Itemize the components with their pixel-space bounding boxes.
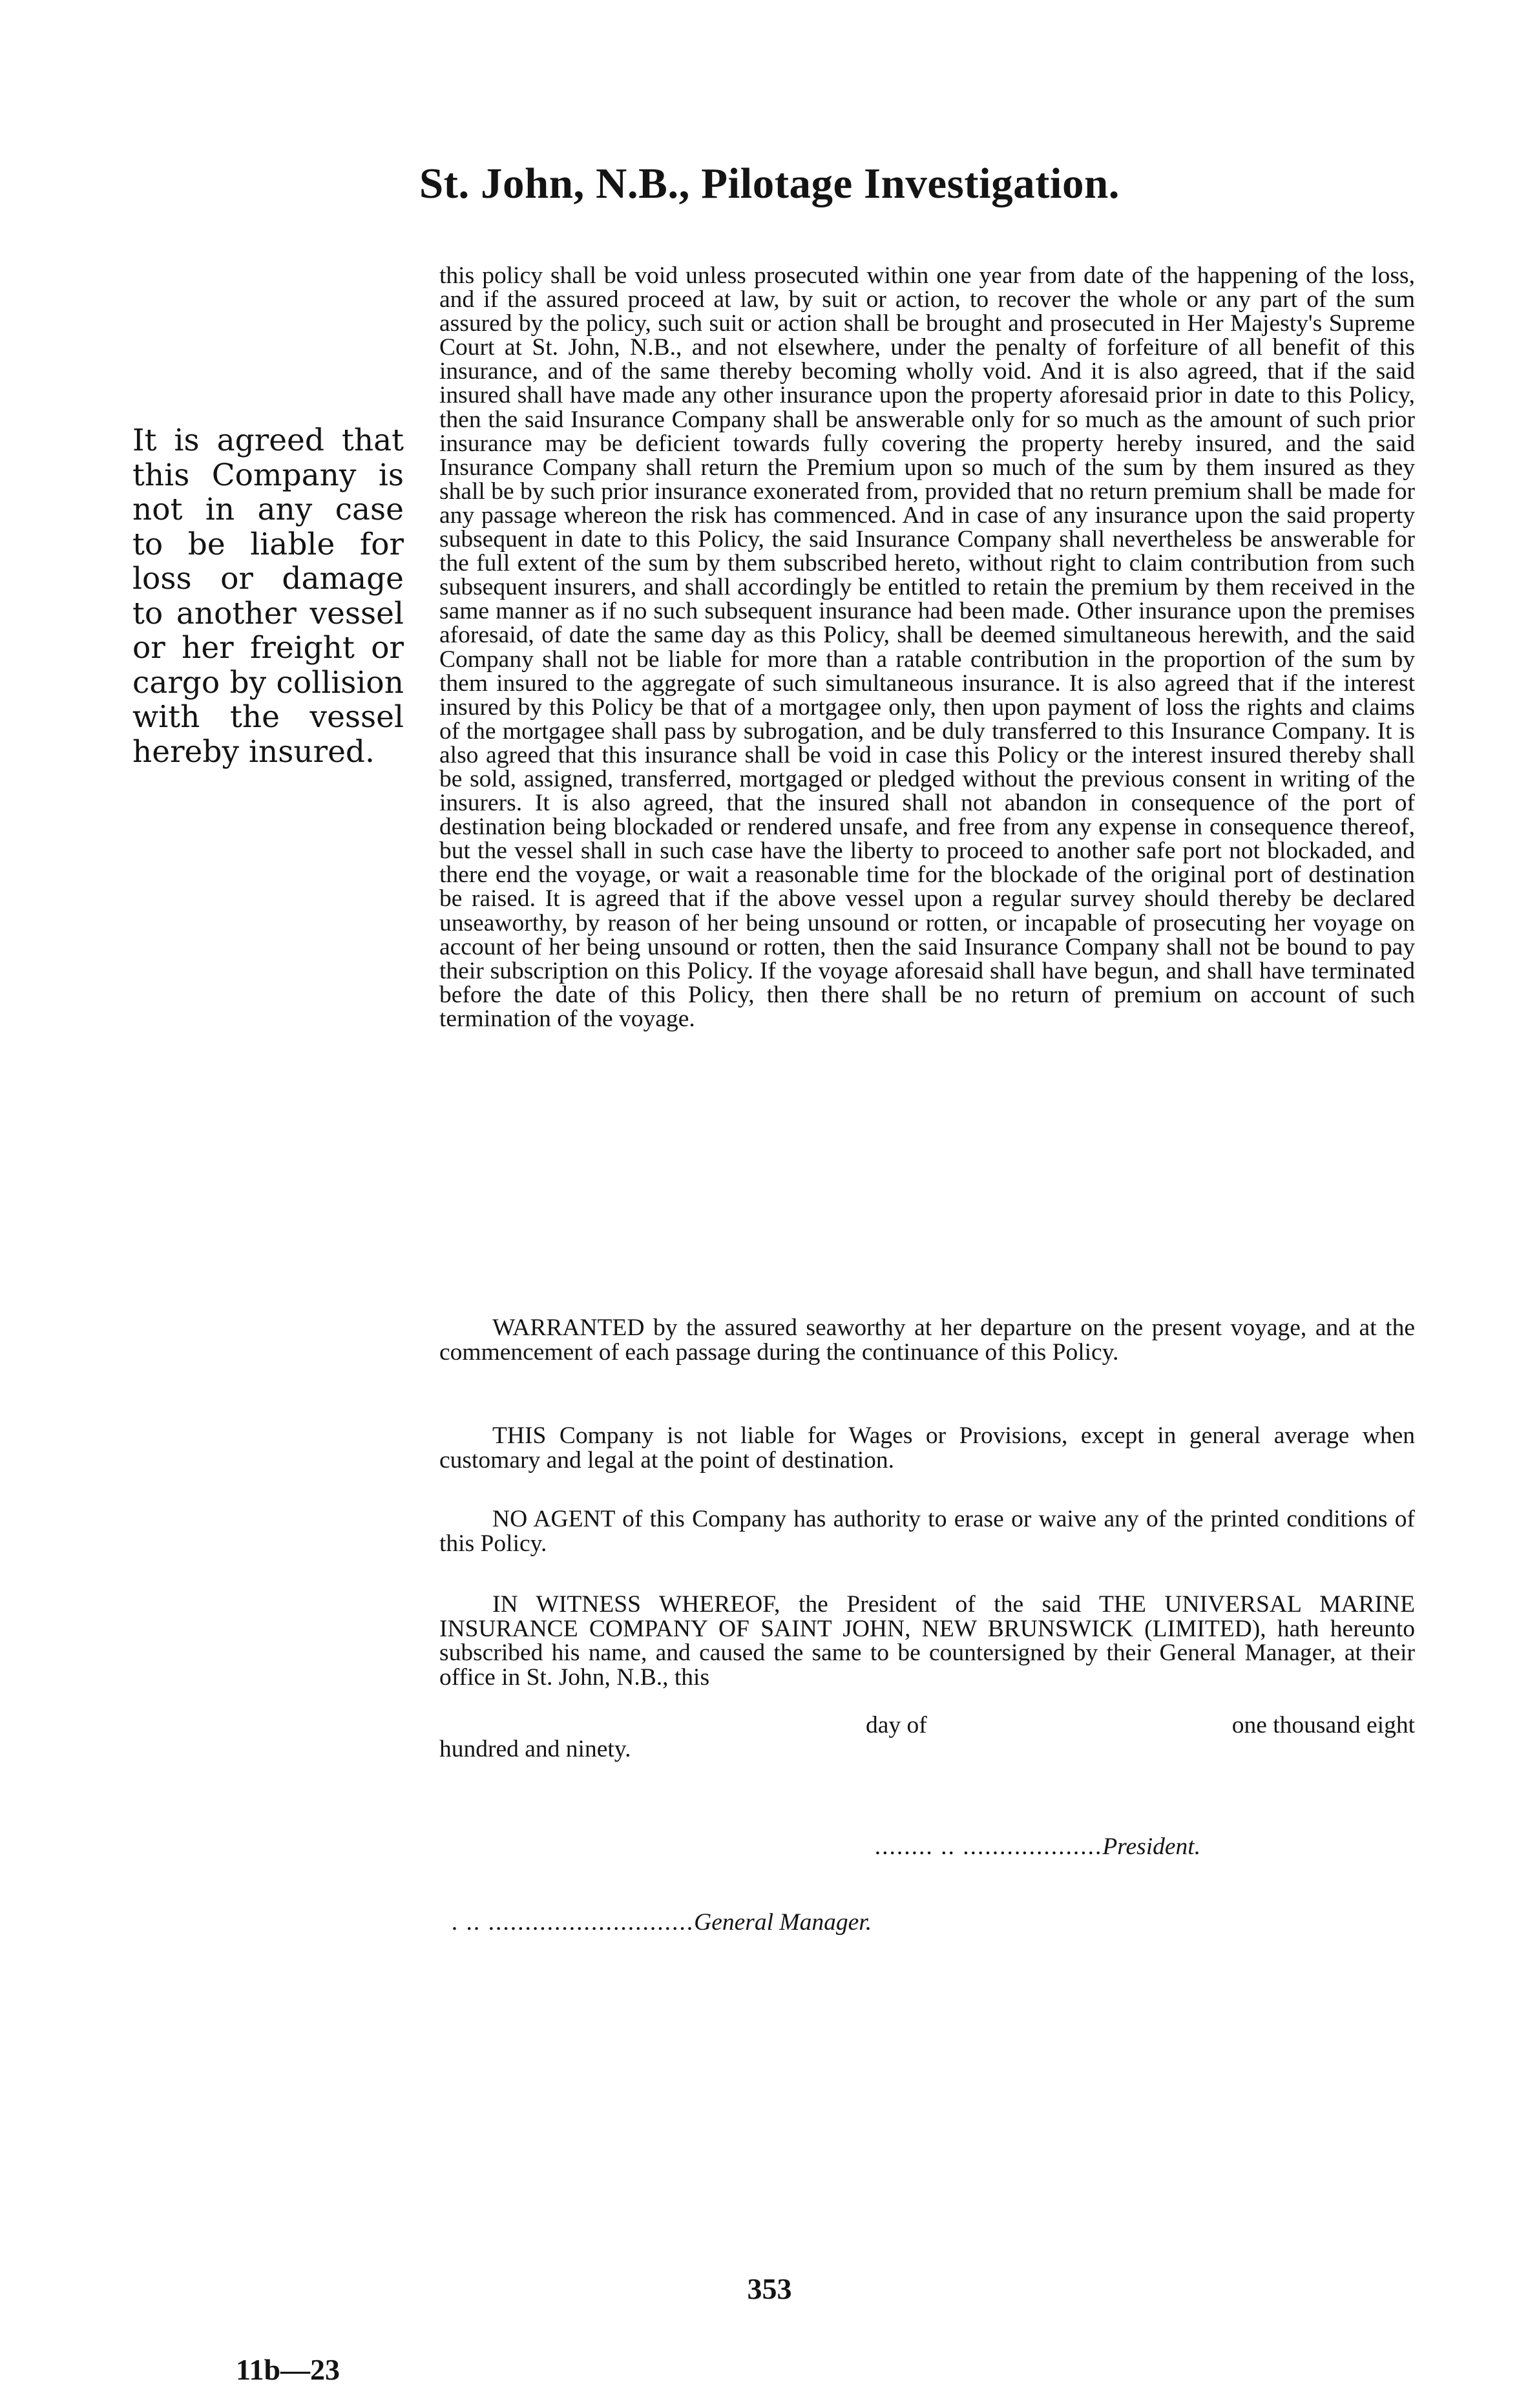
warranted-paragraph: WARRANTED by the assured seaworthy at her departure on the present voyage, and at the commencement of each passage during the continuance of this Policy. xyxy=(439,1315,1415,1366)
page-title: St. John, N.B., Pilotage Investigation. xyxy=(419,160,1120,207)
manager-signature-line xyxy=(439,1881,872,1936)
policy-conditions-body xyxy=(439,264,1415,1031)
page-number: 353 xyxy=(747,2272,792,2305)
manager-label: General Manager. xyxy=(694,1909,872,1936)
signature-mark: 11b—23 xyxy=(236,2353,340,2386)
wages-paragraph: THIS Company is not liable for Wages or Provisions, except in general average when customary and legal at the point of destination. xyxy=(439,1422,1415,1473)
witness-paragraph: IN WITNESS WHEREOF, the President of the said THE UNIVERSAL MARINE INSURANCE COMPANY OF SAINT JOHN, NEW BRUNSWICK (LIMITED), hath hereunto subscribed his name, and caused the same to be countersigned by their General Manager, at their office in St. John, N.B., this xyxy=(439,1591,1415,1691)
witness-end: hundred and ninety. xyxy=(439,1736,631,1762)
president-signature-line xyxy=(863,1805,1200,1861)
witness-thousand: one thousand eight xyxy=(1231,1712,1415,1738)
policy-main-paragraph: this policy shall be void unless prosecuted within one year from date of the happening of the loss, and if the assured proceed at law, by suit or action, to recover the whole or any part of the sum assured by the policy, such suit or action shall be brought and prosecuted in Her Majesty's Supreme Court at St. John, N.B., and not elsewhere, under the penalty of forfeiture of all benefit of this insurance, and of the same thereby becoming wholly void. And it is also agreed, that if the said insured shall have made any other insurance upon the property aforesaid prior in date to this Policy, then the said Insurance Company shall be answerable only for so much as the amount of such prior insurance may be deficient towards fully covering the property hereby insured, and the said Insurance Company shall return the Premium upon so much of the sum by them insured as they shall be by such prior insurance exonerated from, provided that no return premium shall be made for any passage whereon the risk has commenced. And in case of any insurance upon the said property subsequent in date to this Policy, the said Insurance Company shall nevertheless be answerable for the full extent of the sum by them subscribed hereto, without right to claim contribution from such subsequent insurers, and shall accordingly be entitled to retain the premium by them received in the same manner as if no such subsequent insurance had been made. Other insurance upon the premises aforesaid, of date the same day as this Policy, shall be deemed simultaneous herewith, and the said Company shall not be liable for more than a ratable contribution in the proportion of the sum by them insured to the aggregate of such simultaneous insurance. It is also agreed that if the interest insured by this Policy be that of a mortgagee only, then upon payment of loss the rights and claims of the mortgagee shall pass by subrogation, and be duly transferred to this Insurance Company. It is also agreed that this insurance shall be void in case this Policy or the interest insured thereby shall be sold, assigned, transferred, mortgaged or pledged without the previous consent in writing of the insurers. It is also agreed, that the insured shall not abandon in consequence of the port of destination being blockaded or rendered unsafe, and free from any expense in consequence thereof, but the vessel shall in such case have the liberty to proceed to another safe port not blockaded, and there end the voyage, or wait a reasonable time for the blockade of the original port of destination be raised. It is agreed that if the above vessel upon a regular survey should thereby be declared unseaworthy, by reason of her being unsound or rotten, or incapable of prosecuting her voyage on account of her being unsound or rotten, then the said Insurance Company shall not be bound to pay their subscription on this Policy. If the voyage aforesaid shall have begun, and shall have terminated before the date of this Policy, then there shall be no return of premium on account of such termination of the voyage. xyxy=(439,262,1415,1032)
margin-note: It is agreed that this Company is not in any case to be liable for loss or damage to another vessel or her freight or cargo by collision with the vessel hereby insured. xyxy=(132,423,404,770)
no-agent-paragraph: NO AGENT of this Company has authority to erase or waive any of the printed conditions of this Policy. xyxy=(439,1506,1415,1557)
president-label: President. xyxy=(1102,1833,1201,1860)
witness-day-of: day of xyxy=(866,1712,927,1738)
manager-dots: . .. ............................ xyxy=(451,1909,695,1936)
witness-end-row xyxy=(439,1737,1415,1762)
president-dots: ........ .. ................... xyxy=(874,1833,1103,1860)
